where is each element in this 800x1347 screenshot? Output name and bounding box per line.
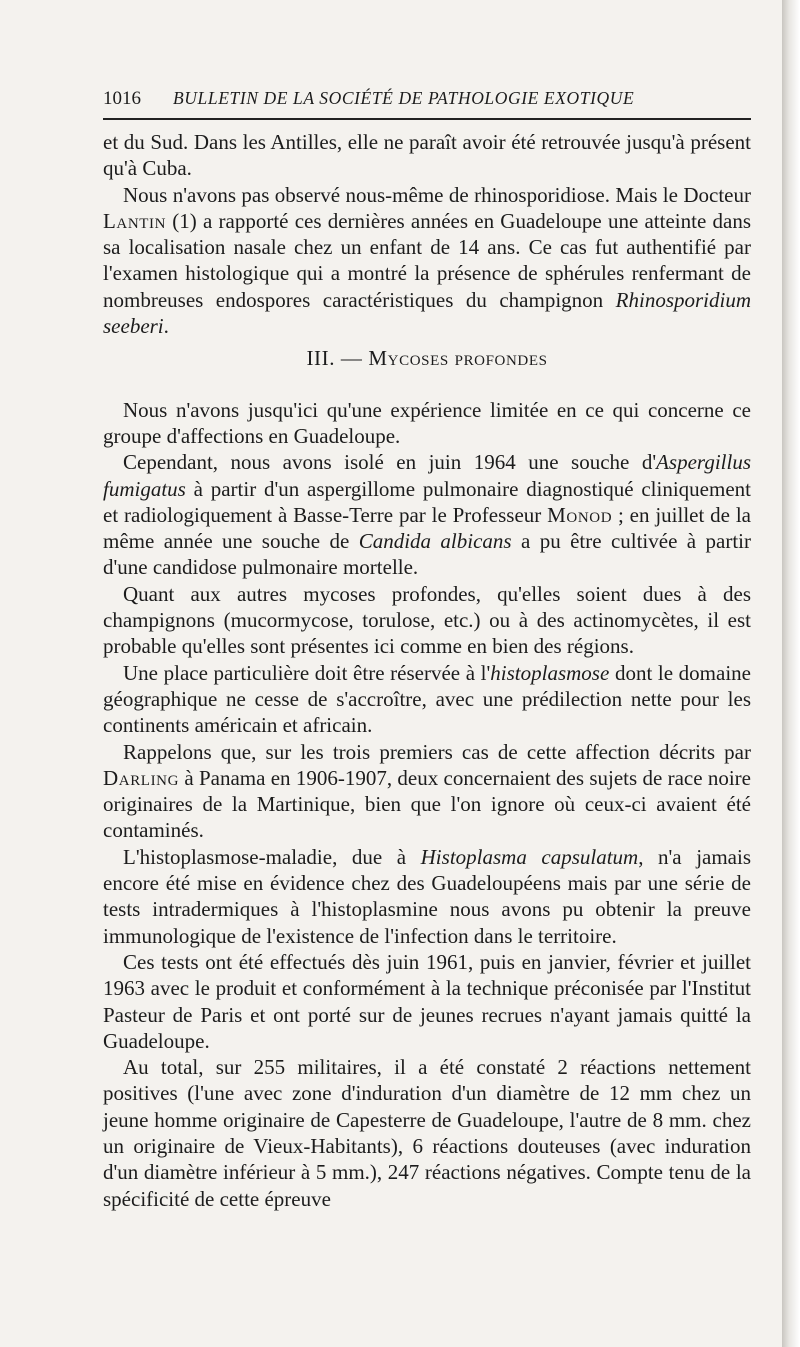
page-edge bbox=[782, 0, 800, 1347]
body-text bbox=[103, 129, 751, 1212]
paragraph: Une place particulière doit être réservée à l'histoplasmose dont le domaine géographique ne cesse de s'accroître, avec une prédilection nette pour les continents américain et africain. bbox=[103, 660, 751, 738]
header-rule bbox=[103, 118, 751, 120]
paragraph: Au total, sur 255 militaires, il a été constaté 2 réactions nettement positives (l'une avec zone d'induration d'un diamètre de 12 mm chez un jeune homme originaire de Capesterre de Guadeloupe, l'autre de 8 mm. chez un originaire de Vieux-Habitants), 6 réactions douteuses (avec induration d'un diamètre inférieur à 5 mm.), 247 réactions négatives. Compte tenu de la spécificité de cette épreuve bbox=[103, 1055, 751, 1211]
species-name: Aspergillus fumigatus bbox=[103, 450, 751, 501]
paragraph: Quant aux autres mycoses profondes, qu'elles soient dues à des champignons (mucormycose, torulose, etc.) ou à des actinomycètes, il est probable qu'elles sont présentes ici comme en bien des régions. bbox=[103, 581, 751, 659]
page-header bbox=[103, 86, 751, 116]
paragraph: L'histoplasmose-maladie, due à Histoplasma capsulatum, n'a jamais encore été mise en évidence chez des Guadeloupéens mais par une série de tests intradermiques à l'histoplasmine nous avons pu obtenir la preuve immunologique de l'existence de l'infection dans le territoire. bbox=[103, 844, 752, 948]
paragraph: Rappelons que, sur les trois premiers cas de cette affection décrits par Darling à Panama en 1906-1907, deux concernaient des sujets de race noire originaires de la Martinique, bien que l'on ignore où ceux-ci avaient été contaminés. bbox=[103, 739, 751, 843]
page-number: 1016 bbox=[103, 88, 141, 109]
species-name: Candida albicans bbox=[358, 529, 512, 554]
paragraph: Ces tests ont été effectués dès juin 1961, puis en janvier, février et juillet 1963 avec le produit et conformément à la technique préconisée par l'Institut Pasteur de Paris et ont porté sur de jeunes recrues n'ayant jamais quitté la Guadeloupe. bbox=[103, 949, 751, 1053]
disease-term: histoplasmose bbox=[490, 660, 610, 685]
author-name: Darling bbox=[103, 765, 180, 790]
running-title: BULLETIN DE LA SOCIÉTÉ DE PATHOLOGIE EXOTIQUE bbox=[173, 88, 635, 108]
author-name: Lantin bbox=[103, 208, 167, 233]
paragraph: Nous n'avons pas observé nous-même de rhinosporidiose. Mais le Docteur Lantin (1) a rapporté ces dernières années en Guadeloupe une atteinte dans sa localisation nasale chez un enfant de 14 ans. Ce cas fut authentifié par l'examen histologique qui a montré la présence de sphérules renfermant de nombreuses endospores caractéristiques du champignon Rhinosporidium seeberi. bbox=[103, 182, 751, 339]
paragraph: Nous n'avons jusqu'ici qu'une expérience limitée en ce qui concerne ce groupe d'affections en Guadeloupe. bbox=[103, 397, 751, 448]
paragraph: et du Sud. Dans les Antilles, elle ne paraît avoir été retrouvée jusqu'à présent qu'à Cuba. bbox=[103, 130, 751, 181]
author-name: Monod bbox=[547, 502, 613, 527]
paragraph: Cependant, nous avons isolé en juin 1964 une souche d'Aspergillus fumigatus à partir d'un aspergillome pulmonaire diagnostiqué cliniquement et radiologiquement à Basse-Terre par le Professeur Monod ; en juillet de la même année une souche de Candida albicans a pu être cultivée à partir d'une candidose pulmonaire mortelle. bbox=[103, 450, 751, 580]
species-name: Rhinosporidium seeberi bbox=[103, 287, 751, 339]
species-name: Histoplasma capsulatum bbox=[420, 844, 639, 869]
section-heading: III. — Mycoses profondes bbox=[306, 346, 548, 371]
